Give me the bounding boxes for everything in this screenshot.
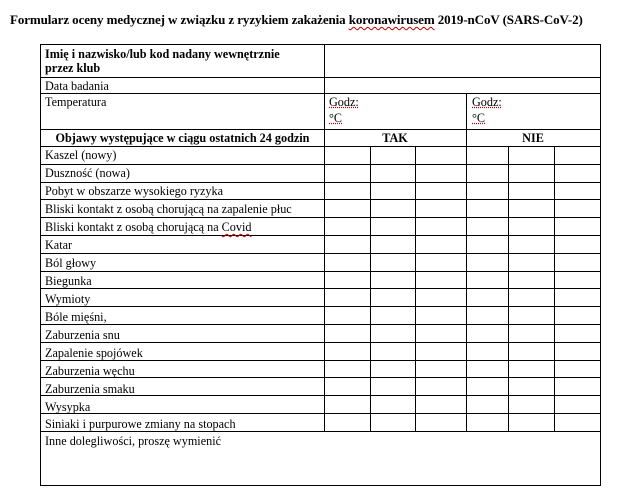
title-flagged-word: koronawirusem (348, 12, 435, 27)
symptom-label: Zapalenie spojówek (45, 346, 143, 360)
no-column-header: NIE (522, 131, 544, 145)
row-divider (41, 413, 600, 414)
yes-box-left (370, 146, 371, 431)
row-divider (41, 431, 600, 432)
symptom-label-text: Bliski kontakt z osobą chorującą na (45, 220, 222, 234)
row-divider (41, 164, 600, 165)
row-divider (41, 129, 600, 130)
row-divider (41, 342, 600, 343)
symptom-label: Biegunka (45, 274, 92, 288)
symptom-label: Bóle mięśni, (45, 310, 107, 324)
row-divider (41, 182, 600, 183)
row-divider (41, 199, 600, 200)
symptom-label: Siniaki i purpurowe zmiany na stopach (45, 417, 236, 431)
symptom-label: Wymioty (45, 292, 91, 306)
row-divider (41, 253, 600, 254)
column-divider (324, 45, 325, 431)
row-divider (41, 324, 600, 325)
date-label: Data badania (45, 79, 109, 93)
yes-column-header: TAK (382, 131, 408, 145)
row-divider (41, 288, 600, 289)
row-divider (41, 306, 600, 307)
row-divider (41, 146, 600, 147)
name-label-line2: przez klub (45, 61, 101, 75)
celsius-label-2: °C (472, 111, 486, 125)
celsius-label-1: °C (329, 111, 343, 125)
temperature-label: Temperatura (45, 95, 107, 109)
row-divider (41, 217, 600, 218)
name-label-line1: Imię i nazwisko/lub kod nadany wewnętrznie (45, 47, 280, 61)
symptom-label: Pobyt w obszarze wysokiego ryzyka (45, 184, 224, 198)
symptom-label: Duszność (nowa) (45, 166, 130, 180)
symptom-label: Zaburzenia węchu (45, 364, 135, 378)
symptom-label (45, 220, 251, 234)
no-box-left (508, 146, 509, 431)
symptom-label: Zaburzenia smaku (45, 382, 135, 396)
column-divider (466, 129, 467, 431)
symptom-label: Zaburzenia snu (45, 328, 120, 342)
symptom-label: Ból głowy (45, 256, 97, 270)
row-divider (41, 93, 600, 94)
row-divider (41, 77, 600, 78)
no-box-right (554, 146, 555, 431)
symptoms-header: Objawy występujące w ciągu ostatnich 24 godzin (55, 131, 310, 145)
row-divider (41, 360, 600, 361)
document-title (10, 12, 610, 28)
medical-form-table (40, 44, 601, 486)
hour-label-1: Godz: (329, 95, 359, 109)
covid-word: Covid (221, 220, 252, 234)
symptom-label: Wysypka (45, 400, 91, 414)
row-divider (41, 271, 600, 272)
other-complaints-label: Inne dolegliwości, proszę wymienić (45, 434, 221, 448)
hour-label-2: Godz: (472, 95, 502, 109)
row-divider (41, 235, 600, 236)
yes-box-right (415, 146, 416, 431)
symptom-label: Bliski kontakt z osobą chorującą na zapalenie płuc (45, 202, 292, 216)
symptom-label: Katar (45, 238, 73, 252)
title-text-start: Formularz oceny medycznej w związku z ryzykiem zakażenia (10, 12, 349, 27)
title-text-end: 2019-nCoV (SARS-CoV-2) (434, 12, 583, 27)
symptom-label: Kaszel (nowy) (45, 148, 117, 162)
